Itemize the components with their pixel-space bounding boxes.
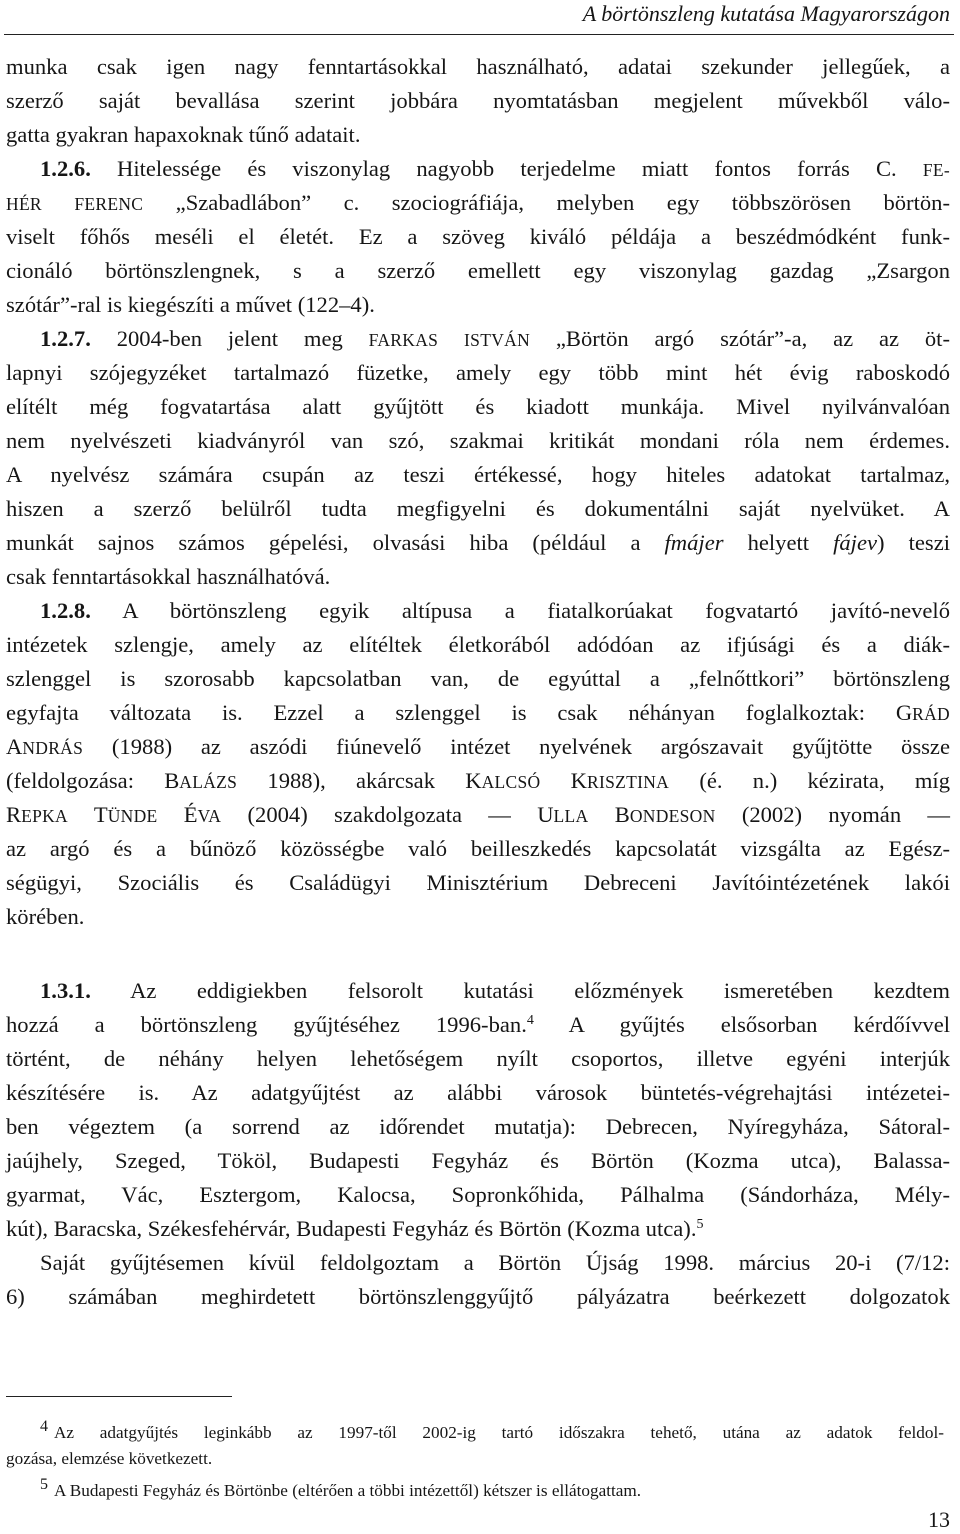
footnote: 5 A Budapesti Fegyház és Börtönbe (eltérően a többi intézettől) kétszer is ellátogattam. — [40, 1476, 642, 1500]
footnote-mark: 4 — [40, 1418, 48, 1435]
text-line: az argó és a bűnöző közösségbe való beilleszkedés kapcsolatát vizsgálta az Egész- — [6, 836, 950, 861]
text-line: intézetek szlengje, amely az elítéltek életkorából adódóan az ifjúsági és a diák- — [6, 632, 950, 657]
text-line: (feldolgozása: BALÁZS 1988), akárcsak KALCSÓ KRISZTINA (é. n.) kézirata, míg — [6, 768, 950, 793]
text-line: szótár”-ral is kiegészíti a művet (122–4). — [6, 292, 375, 317]
text-line: nem nyelvészeti kiadványról van szó, szakmai kritikát mondani róla nem érdemes. — [6, 428, 950, 453]
text-line: kút), Baracska, Székesfehérvár, Budapesti Fegyház és Börtön (Kozma utca).$^5$ — [6, 1216, 704, 1241]
text-line: 1.3.1. Az eddigiekben felsorolt kutatási előzmények ismeretében kezdtem — [40, 978, 950, 1003]
text-line: készítésére is. Az adatgyűjtést az alábbi városok büntetés-végrehajtási intézetei- — [6, 1080, 950, 1105]
text-line: 1.2.8. A börtönszleng egyik altípusa a fiatalkorúakat fogvatartó javító-nevelő — [40, 598, 951, 623]
text-line: A nyelvész számára csupán az teszi értékessé, hogy hiteles adatokat tartalmaz, — [6, 462, 950, 487]
text-line: egyfajta változata is. Ezzel a szlenggel is csak néhányan foglalkoztak: GRÁD — [6, 700, 950, 725]
text-line: Saját gyűjtésemen kívül feldolgoztam a Börtön Újság 1998. március 20-i (7/12: — [40, 1250, 950, 1275]
text-line: gyarmat, Vác, Esztergom, Kalocsa, Sopronkőhida, Pálhalma (Sándorháza, Mély- — [6, 1182, 950, 1207]
text-line: jaújhely, Szeged, Tököl, Budapesti Fegyház és Börtön (Kozma utca), Balassa- — [6, 1148, 950, 1173]
header-rule — [4, 34, 954, 35]
author-name: FE- — [922, 160, 950, 180]
text-line: 1.2.6. Hitelessége és viszonylag nagyobb terjedelme miatt fontos forrás C. FE- — [40, 156, 950, 181]
text-line: viselt főhős meséli el életét. Ez a szöveg kiváló példája a beszédmódként funk- — [6, 224, 950, 249]
section-number: 1.2.6. — [40, 156, 91, 181]
footnote-ref: 4 — [526, 1013, 534, 1028]
text-line: hiszen a szerző belülről tudta megfigyelni és dokumentálni saját nyelvüket. A — [6, 496, 950, 521]
text-line: 6) számában meghirdetett börtönszlenggyűjtő pályázatra beérkezett dolgozatok — [6, 1284, 950, 1309]
section-number: 1.2.7. — [40, 326, 91, 351]
text-line: szlenggel is szorosabb kapcsolatban van, de egyúttal a „felnőttkori” börtönszleng — [6, 666, 950, 691]
footnote-rule — [6, 1396, 232, 1397]
footnote: gozása, elemzése következett. — [6, 1449, 213, 1468]
section-number: 1.3.1. — [40, 978, 91, 1003]
text-line: cionáló börtönszlengnek, s a szerző emellett egy viszonylag gazdag „Zsargon — [6, 258, 950, 283]
author-name: ISTVÁN — [464, 330, 531, 350]
text-line: ben végeztem (a sorrend az időrendet mutatja): Debrecen, Nyíregyháza, Sátoral- — [6, 1114, 950, 1139]
section-number: 1.2.8. — [40, 598, 91, 623]
text-line: lapnyi szójegyzéket tartalmazó füzetke, amely egy több mint hét évig raboskodó — [6, 360, 950, 385]
text-line: ANDRÁS (1988) az aszódi fiúnevelő intézet nyelvének argószavait gyűjtötte össze — [6, 734, 950, 759]
text-line: csak fenntartásokkal használhatóvá. — [6, 564, 331, 589]
footnote: 4 Az adatgyűjtés leginkább az 1997-től 2002-ig tartó időszakra tehető, utána az adatok feldol- — [40, 1418, 944, 1442]
page-number: 13 — [928, 1507, 950, 1532]
text-line: szerző saját bevallása szerint jobbára nyomtatásban megjelent művekből válo- — [6, 88, 950, 113]
author-name: FERENC — [74, 194, 144, 214]
text-line: történt, de néhány helyen lehetőségem nyílt csoportos, illetve egyéni interjúk — [6, 1046, 950, 1071]
example-word: fmájer — [664, 530, 724, 555]
text-line: 1.2.7. 2004-ben jelent meg FARKAS ISTVÁN „Börtön argó szótár”-a, az az öt- — [40, 326, 950, 351]
author-name: FARKAS — [368, 330, 439, 350]
author-name: HÉR — [6, 194, 42, 214]
text-line: HÉR FERENC „Szabadlábon” c. szociográfiája, melyben egy többszörösen börtön- — [6, 190, 950, 215]
text-line: hozzá a börtönszleng gyűjtéséhez 1996-ban.$^4$ A gyűjtés elsősorban kérdőívvel — [6, 1012, 951, 1037]
footnote-ref: 5 — [696, 1217, 704, 1232]
text-line: ségügyi, Szociális és Családügyi Minisztérium Debreceni Javítóintézetének lakói — [6, 870, 950, 895]
running-header: A börtönszleng kutatása Magyarországon — [582, 1, 950, 26]
text-line: gatta gyakran hapaxoknak tűnő adatait. — [6, 122, 361, 147]
text-line: elítélt még fogvatartása alatt gyűjtött és kiadott munkája. Mivel nyilvánvalóan — [6, 394, 950, 419]
text-line: REPKA TÜNDE ÉVA (2004) szakdolgozata — ULLA BONDESON (2002) nyomán — — [6, 802, 951, 827]
example-word: fájev — [833, 530, 878, 555]
footnote-mark: 5 — [40, 1476, 48, 1493]
text-line: körében. — [6, 904, 85, 929]
text-line: munka csak igen nagy fenntartásokkal használható, adatai szekunder jellegűek, a — [6, 54, 950, 79]
text-line: munkát sajnos számos gépelési, olvasási hiba (például a fmájer helyett fájev) teszi — [6, 530, 951, 555]
